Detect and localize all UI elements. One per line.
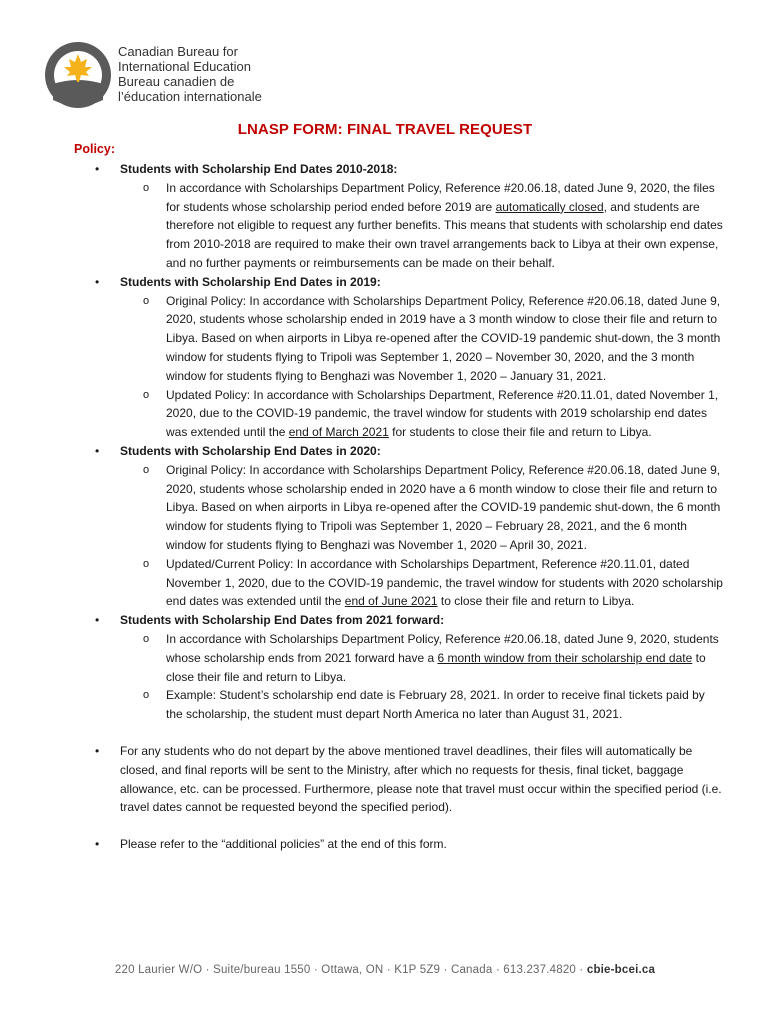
policy-section: [0, 442, 770, 611]
circle-bullet-icon: o: [143, 181, 150, 194]
policy-body: [0, 160, 770, 854]
underlined-text: 6 month window from their scholarship end date: [437, 650, 693, 665]
underlined-text: end of June 2021: [344, 594, 438, 609]
bullet-icon: •: [95, 743, 100, 758]
policy-section: [0, 611, 770, 724]
cbie-logo-icon: [43, 40, 113, 110]
policy-section: [0, 160, 770, 273]
policy-item: [120, 555, 724, 611]
item-text: to close their file and return to Libya.: [166, 650, 706, 684]
item-text: Updated/Current Policy: In accordance with Scholarships Department, Reference #20.11.01, dated November 1, 2020, due to the COVID-19 pandemic, the travel window for students with 2020 scholarship end dates was extended until the: [166, 556, 723, 609]
item-text: to close their file and return to Libya.: [437, 594, 635, 609]
policy-item: [120, 386, 724, 442]
circle-bullet-icon: o: [143, 632, 150, 645]
bullet-icon: •: [95, 274, 100, 289]
item-text: Original Policy: In accordance with Scholarships Department Policy, Reference #20.06.18, dated June 9, 2020, students whose scholarship ended in 2019 have a 3 month window to close their file and return to Libya. Based on when airports in Libya re-opened after the COVID-19 pandemic shut-down, the 3 month window for students flying to Tripoli was September 1, 2020 – November 30, 2020, and the 3 month window for students flying to Benghazi was November 1, 2020 – January 31, 2021.: [166, 293, 721, 383]
item-text: Example: Student’s scholarship end date is February 28, 2021. In order to receive final tickets paid by the scholarship, the student must depart North America no later than August 31, 2021.: [166, 688, 705, 722]
section-heading: Students with Scholarship End Dates in 2019:: [120, 274, 381, 289]
underlined-text: automatically closed: [495, 199, 604, 214]
policy-item: [120, 461, 724, 555]
policy-note: [0, 742, 770, 817]
org-name-en-2: International Education: [118, 59, 251, 74]
bullet-icon: •: [95, 613, 100, 628]
org-name-fr-1: Bureau canadien de: [118, 74, 235, 89]
policy-note: [0, 835, 770, 854]
org-name: [118, 44, 262, 104]
section-heading: Students with Scholarship End Dates from 2021 forward:: [120, 613, 445, 628]
bullet-icon: •: [95, 443, 100, 458]
spacer: [0, 817, 770, 835]
bullet-icon: •: [95, 837, 100, 852]
circle-bullet-icon: o: [143, 294, 150, 307]
org-name-en-1: Canadian Bureau for: [118, 44, 238, 59]
circle-bullet-icon: o: [143, 689, 150, 702]
footer-website: cbie-bcei.ca: [586, 964, 656, 976]
footer-address: 220 Laurier W/O · Suite/bureau 1550 · Ottawa, ON · K1P 5Z9 · Canada · 613.237.4820 ·: [114, 964, 584, 976]
section-heading: Students with Scholarship End Dates in 2020:: [120, 443, 381, 458]
policy-item: [120, 686, 724, 724]
item-text: In accordance with Scholarships Department Policy, Reference #20.06.18, dated June 9, 2020, students whose scholarship ends from 2021 forward have a: [166, 631, 719, 665]
item-text: Updated Policy: In accordance with Scholarships Department, Reference #20.11.01, dated November 1, 2020, due to the COVID-19 pandemic, the travel window for students with 2019 scholarship end dates was extended until the: [166, 387, 719, 440]
policy-label: Policy:: [74, 142, 115, 156]
policy-item: [120, 292, 724, 386]
note-text: Please refer to the “additional policies” at the end of this form.: [120, 837, 447, 852]
circle-bullet-icon: o: [143, 463, 150, 476]
circle-bullet-icon: o: [143, 557, 150, 570]
footer: [0, 964, 770, 976]
form-title: LNASP FORM: FINAL TRAVEL REQUEST: [237, 121, 533, 138]
item-text: In accordance with Scholarships Department Policy, Reference #20.06.18, dated June 9, 2020, the files for students whose scholarship period ended before 2019 are: [166, 180, 715, 214]
spacer: [0, 724, 770, 742]
policy-item: [120, 630, 724, 686]
note-text: For any students who do not depart by the above mentioned travel deadlines, their files will automatically be closed, and final reports will be sent to the Ministry, after which no requests for thesis, final ticket, baggage allowance, etc. can be processed. Furthermore, please note that travel must occur within the specified period (i.e. travel dates cannot be requested beyond the specified period).: [120, 743, 722, 815]
bullet-icon: •: [95, 162, 100, 176]
item-text: , and students are therefore not eligible to request any further benefits. This means that students with scholarship end dates from 2010-2018 are required to make their own travel arrangements back to Libya at their own expense, and no further payments or reimbursements can be made on their behalf.: [166, 199, 723, 270]
item-text: for students to close their file and return to Libya.: [388, 425, 652, 440]
item-text: Original Policy: In accordance with Scholarships Department Policy, Reference #20.06.18, dated June 9, 2020, students whose scholarship ended in 2020 have a 6 month window to close their file and return to Libya. Based on when airports in Libya re-opened after the COVID-19 pandemic shut-down, the 6 month window for students flying to Tripoli was September 1, 2020 – February 28, 2021, and the 6 month window for students flying to Benghazi was November 1, 2020 – April 30, 2021.: [166, 462, 721, 552]
policy-section: [0, 273, 770, 442]
section-heading: Students with Scholarship End Dates 2010-2018:: [120, 162, 398, 176]
underlined-text: end of March 2021: [288, 425, 389, 440]
policy-item: [120, 179, 724, 273]
org-name-fr-2: l’éducation internationale: [118, 89, 262, 104]
circle-bullet-icon: o: [143, 388, 150, 401]
